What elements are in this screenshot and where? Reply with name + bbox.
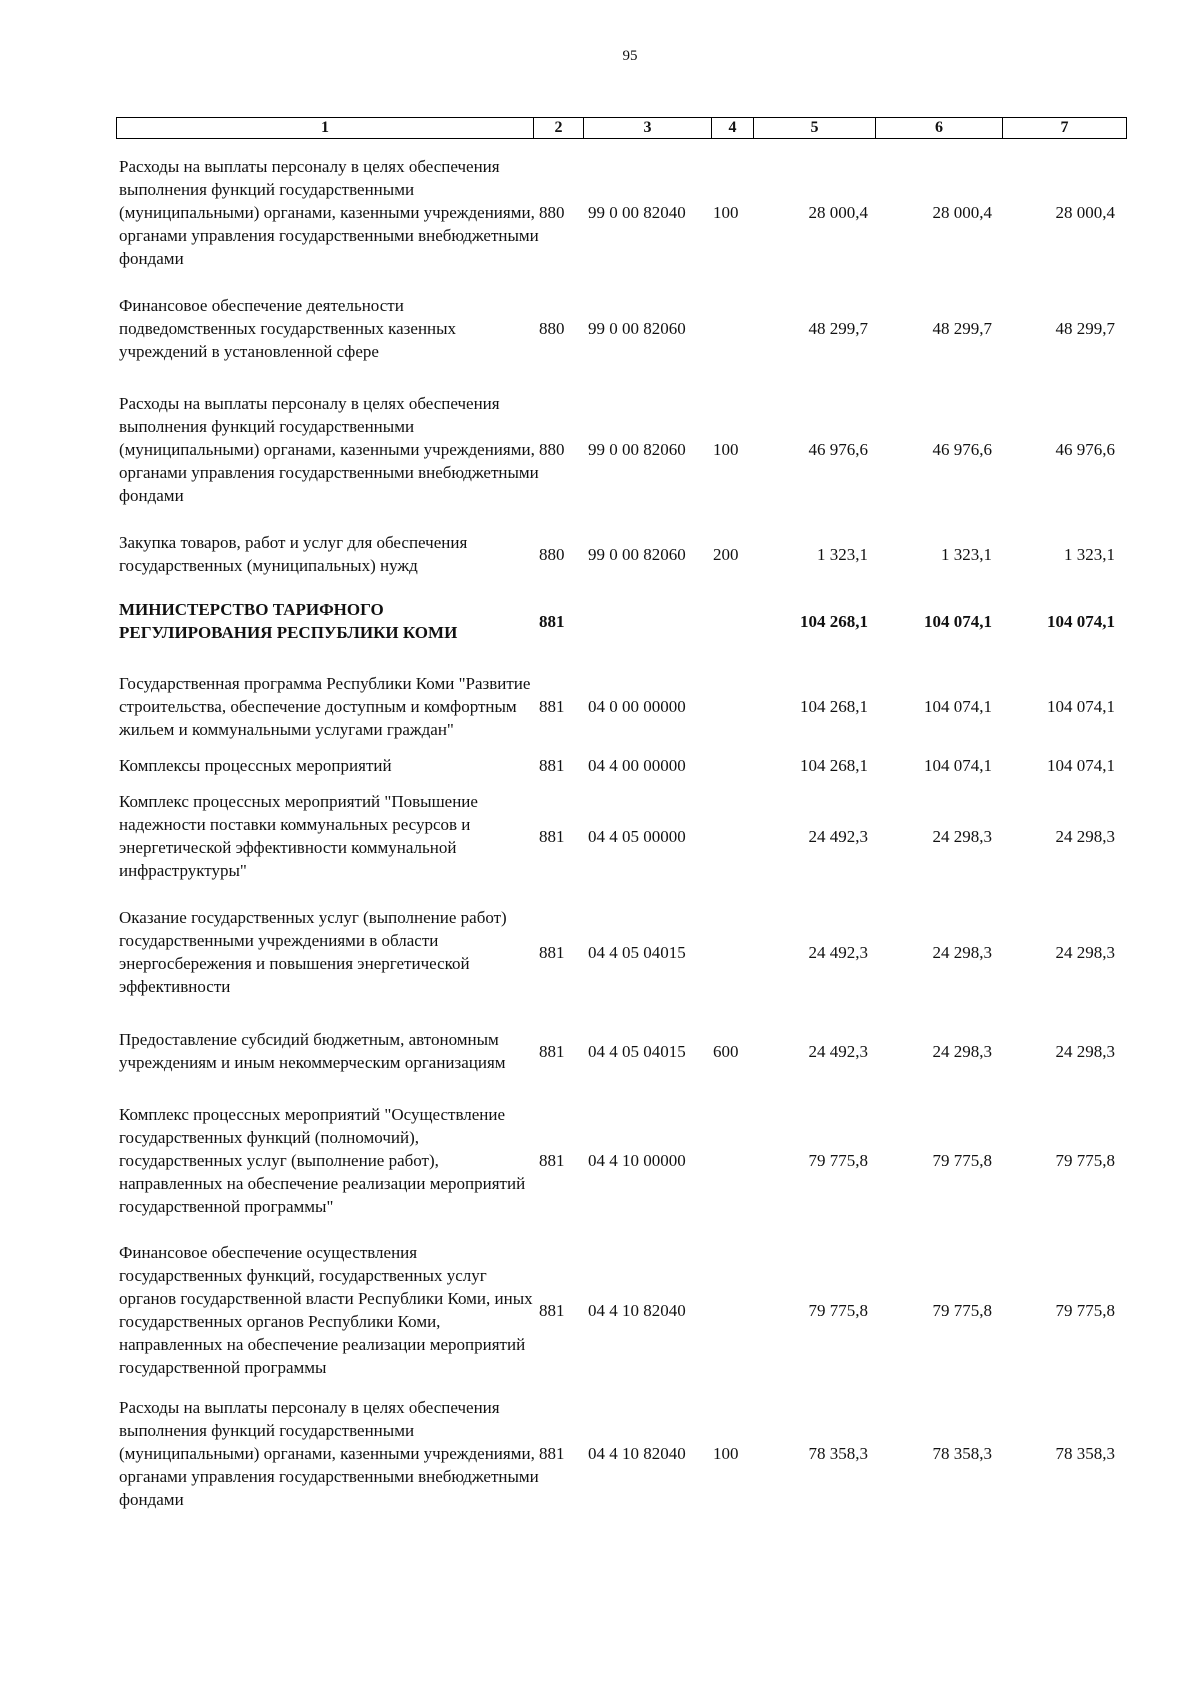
row-cell-4: 100 xyxy=(713,202,739,222)
header-col-6: 6 xyxy=(876,118,1003,138)
row-cell-7: 28 000,4 xyxy=(1055,202,1115,222)
table-row xyxy=(0,597,1200,645)
table-row xyxy=(0,391,1200,507)
row-cell-2: 880 xyxy=(539,544,565,564)
table-row xyxy=(0,1102,1200,1218)
row-description: Комплексы процессных мероприятий xyxy=(119,755,392,775)
row-cell-2: 881 xyxy=(539,611,565,631)
row-cell-6: 78 358,3 xyxy=(932,1443,992,1463)
table-row xyxy=(0,907,1200,997)
row-cell-3: 04 0 00 00000 xyxy=(588,696,686,716)
row-cell-3: 04 4 10 00000 xyxy=(588,1150,686,1170)
row-description: Комплекс процессных мероприятий "Осуществление государственных функций (полномочий), государственных услуг (выполнение работ), направленных на обеспечение реализации мероприятий государственной программы" xyxy=(119,1104,526,1216)
row-cell-2: 881 xyxy=(539,942,565,962)
row-cell-5: 24 492,3 xyxy=(808,942,868,962)
row-cell-7: 79 775,8 xyxy=(1055,1300,1115,1320)
row-cell-2: 880 xyxy=(539,439,565,459)
table-header xyxy=(116,117,1127,139)
header-col-7: 7 xyxy=(1060,119,1069,136)
row-cell-5: 79 775,8 xyxy=(808,1300,868,1320)
row-cell-6: 24 298,3 xyxy=(932,942,992,962)
table-row xyxy=(0,753,1200,777)
row-cell-6: 46 976,6 xyxy=(932,439,992,459)
table-row xyxy=(0,1395,1200,1511)
row-description: Расходы на выплаты персоналу в целях обеспечения выполнения функций государственными (муниципальными) органами, казенными учреждениями, органами управления государственными внебюджетными фондами xyxy=(119,156,539,268)
row-description: Расходы на выплаты персоналу в целях обеспечения выполнения функций государственными (муниципальными) органами, казенными учреждениями, органами управления государственными внебюджетными фондами xyxy=(119,1397,539,1509)
row-cell-6: 24 298,3 xyxy=(932,1041,992,1061)
row-cell-7: 24 298,3 xyxy=(1055,942,1115,962)
row-cell-4: 100 xyxy=(713,439,739,459)
header-col-3: 3 xyxy=(584,118,712,138)
row-cell-3: 04 4 05 00000 xyxy=(588,826,686,846)
row-cell-4: 600 xyxy=(713,1041,739,1061)
row-cell-2: 881 xyxy=(539,1300,565,1320)
row-cell-6: 28 000,4 xyxy=(932,202,992,222)
row-description: Государственная программа Республики Коми "Развитие строительства, обеспечение доступным и комфортным жильем и коммунальными услугами граждан" xyxy=(119,673,531,739)
row-description: МИНИСТЕРСТВО ТАРИФНОГО РЕГУЛИРОВАНИЯ РЕСПУБЛИКИ КОМИ xyxy=(119,600,458,642)
table-row xyxy=(0,791,1200,881)
table-row xyxy=(0,530,1200,578)
row-cell-5: 28 000,4 xyxy=(808,202,868,222)
row-cell-3: 99 0 00 82060 xyxy=(588,544,686,564)
row-cell-2: 881 xyxy=(539,1041,565,1061)
row-cell-3: 99 0 00 82060 xyxy=(588,318,686,338)
header-col-1: 1 xyxy=(117,118,534,138)
row-cell-5: 48 299,7 xyxy=(808,318,868,338)
row-cell-2: 881 xyxy=(539,1150,565,1170)
row-cell-7: 24 298,3 xyxy=(1055,1041,1115,1061)
row-description: Комплекс процессных мероприятий "Повышение надежности поставки коммунальных ресурсов и энергетической эффективности коммунальной инфраструктуры" xyxy=(119,792,478,880)
row-cell-6: 104 074,1 xyxy=(924,611,992,631)
row-cell-3: 99 0 00 82040 xyxy=(588,202,686,222)
page-number: 95 xyxy=(622,48,638,64)
table-row xyxy=(0,154,1200,270)
row-cell-3: 99 0 00 82060 xyxy=(588,439,686,459)
row-cell-6: 1 323,1 xyxy=(941,544,992,564)
row-cell-2: 880 xyxy=(539,202,565,222)
row-cell-5: 104 268,1 xyxy=(800,755,868,775)
row-description: Предоставление субсидий бюджетным, автономным учреждениям и иным некоммерческим организациям xyxy=(119,1030,506,1072)
row-cell-5: 104 268,1 xyxy=(800,611,868,631)
row-cell-6: 104 074,1 xyxy=(924,755,992,775)
row-cell-3: 04 4 10 82040 xyxy=(588,1300,686,1320)
row-cell-7: 1 323,1 xyxy=(1064,544,1115,564)
row-cell-3: 04 4 05 04015 xyxy=(588,1041,686,1061)
header-col-4: 4 xyxy=(712,118,754,138)
row-cell-5: 24 492,3 xyxy=(808,826,868,846)
row-cell-3: 04 4 00 00000 xyxy=(588,755,686,775)
row-cell-2: 880 xyxy=(539,318,565,338)
row-description: Финансовое обеспечение осуществления государственных функций, государственных услуг органов государственной власти Республики Коми, иных государственных органов Республики Коми, направленных на обеспечение реализации мероприятий государственной программы xyxy=(119,1243,533,1377)
row-cell-6: 79 775,8 xyxy=(932,1300,992,1320)
row-cell-7: 78 358,3 xyxy=(1055,1443,1115,1463)
row-cell-7: 104 074,1 xyxy=(1047,611,1115,631)
row-cell-5: 79 775,8 xyxy=(808,1150,868,1170)
row-description: Закупка товаров, работ и услуг для обеспечения государственных (муниципальных) нужд xyxy=(119,533,468,575)
row-cell-5: 104 268,1 xyxy=(800,696,868,716)
row-cell-5: 24 492,3 xyxy=(808,1041,868,1061)
row-cell-5: 78 358,3 xyxy=(808,1443,868,1463)
row-cell-4: 200 xyxy=(713,544,739,564)
table-row xyxy=(0,661,1200,751)
row-cell-5: 1 323,1 xyxy=(817,544,868,564)
header-col-2: 2 xyxy=(534,118,584,138)
row-cell-6: 48 299,7 xyxy=(932,318,992,338)
row-cell-6: 79 775,8 xyxy=(932,1150,992,1170)
row-cell-3: 04 4 10 82040 xyxy=(588,1443,686,1463)
row-cell-4: 100 xyxy=(713,1443,739,1463)
row-cell-2: 881 xyxy=(539,755,565,775)
row-cell-7: 79 775,8 xyxy=(1055,1150,1115,1170)
table-row xyxy=(0,293,1200,363)
row-cell-2: 881 xyxy=(539,826,565,846)
row-cell-6: 24 298,3 xyxy=(932,826,992,846)
row-cell-5: 46 976,6 xyxy=(808,439,868,459)
row-cell-3: 04 4 05 04015 xyxy=(588,942,686,962)
row-cell-6: 104 074,1 xyxy=(924,696,992,716)
table-row xyxy=(0,1016,1200,1086)
row-cell-2: 881 xyxy=(539,696,565,716)
row-description: Расходы на выплаты персоналу в целях обеспечения выполнения функций государственными (муниципальными) органами, казенными учреждениями, органами управления государственными внебюджетными фондами xyxy=(119,393,539,505)
row-description: Финансовое обеспечение деятельности подведомственных государственных казенных учреждений в установленной сфере xyxy=(119,295,457,361)
header-col-5: 5 xyxy=(754,118,876,138)
row-description: Оказание государственных услуг (выполнение работ) государственными учреждениями в области энергосбережения и повышения энергетической эффективности xyxy=(119,908,507,996)
row-cell-7: 104 074,1 xyxy=(1047,755,1115,775)
row-cell-7: 104 074,1 xyxy=(1047,696,1115,716)
row-cell-7: 48 299,7 xyxy=(1055,318,1115,338)
row-cell-7: 24 298,3 xyxy=(1055,826,1115,846)
row-cell-2: 881 xyxy=(539,1443,565,1463)
row-cell-7: 46 976,6 xyxy=(1055,439,1115,459)
table-row xyxy=(0,1240,1200,1380)
